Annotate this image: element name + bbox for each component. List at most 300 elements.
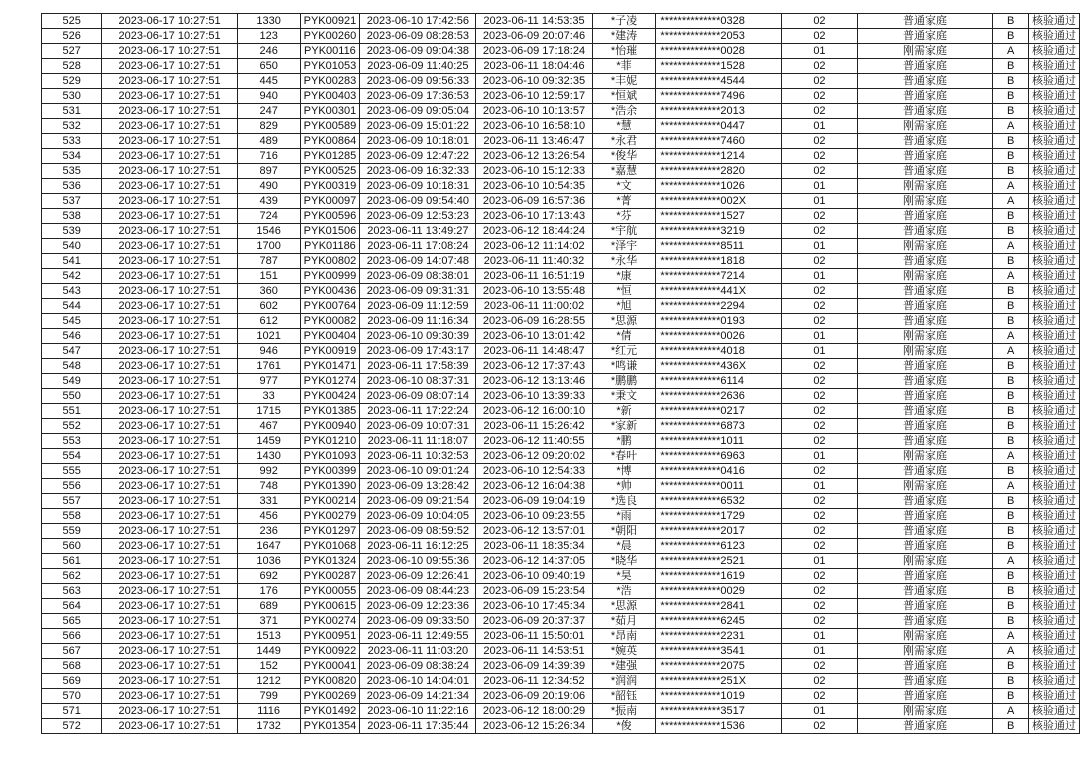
grade-cell: B <box>993 359 1029 374</box>
submit-time-cell: 2023-06-17 10:27:51 <box>102 344 237 359</box>
status-cell: 核验通过 <box>1029 689 1080 704</box>
submit-time-cell: 2023-06-17 10:27:51 <box>102 239 237 254</box>
start-time-cell: 2023-06-09 12:23:36 <box>360 599 476 614</box>
type-code-cell: 02 <box>782 164 857 179</box>
name-cell: *俊 <box>592 719 656 734</box>
start-time-cell: 2023-06-09 08:38:01 <box>360 269 476 284</box>
end-time-cell: 2023-06-09 16:57:36 <box>476 194 592 209</box>
submit-time-cell: 2023-06-17 10:27:51 <box>102 44 237 59</box>
status-cell: 核验通过 <box>1029 44 1080 59</box>
type-code-cell: 01 <box>782 629 857 644</box>
seq-cell: 547 <box>42 344 102 359</box>
status-cell: 核验通过 <box>1029 14 1080 29</box>
seq-cell: 534 <box>42 149 102 164</box>
seq-cell: 529 <box>42 74 102 89</box>
household-type-cell: 刚需家庭 <box>857 329 993 344</box>
grade-cell: B <box>993 59 1029 74</box>
name-cell: *恒 <box>592 284 656 299</box>
submit-time-cell: 2023-06-17 10:27:51 <box>102 374 237 389</box>
id-number-cell: **************0328 <box>656 14 782 29</box>
grade-cell: A <box>993 479 1029 494</box>
end-time-cell: 2023-06-11 14:53:51 <box>476 644 592 659</box>
name-cell: *泽宇 <box>592 239 656 254</box>
end-time-cell: 2023-06-10 17:45:34 <box>476 599 592 614</box>
code-cell: PYK00919 <box>300 344 360 359</box>
table-row <box>42 674 1080 689</box>
household-type-cell: 普通家庭 <box>857 599 993 614</box>
table-row <box>42 329 1080 344</box>
type-code-cell: 02 <box>782 59 857 74</box>
number-cell: 748 <box>237 479 300 494</box>
submit-time-cell: 2023-06-17 10:27:51 <box>102 134 237 149</box>
table-row <box>42 554 1080 569</box>
submit-time-cell: 2023-06-17 10:27:51 <box>102 149 237 164</box>
id-number-cell: **************1214 <box>656 149 782 164</box>
code-cell: PYK00615 <box>300 599 360 614</box>
status-cell: 核验通过 <box>1029 314 1080 329</box>
submit-time-cell: 2023-06-17 10:27:51 <box>102 269 237 284</box>
seq-cell: 568 <box>42 659 102 674</box>
end-time-cell: 2023-06-12 18:44:24 <box>476 224 592 239</box>
table-row <box>42 119 1080 134</box>
id-number-cell: **************0217 <box>656 404 782 419</box>
type-code-cell: 01 <box>782 269 857 284</box>
name-cell: *恒斌 <box>592 89 656 104</box>
number-cell: 489 <box>237 134 300 149</box>
end-time-cell: 2023-06-10 15:12:33 <box>476 164 592 179</box>
id-number-cell: **************6114 <box>656 374 782 389</box>
table-row <box>42 269 1080 284</box>
type-code-cell: 01 <box>782 194 857 209</box>
end-time-cell: 2023-06-10 13:01:42 <box>476 329 592 344</box>
grade-cell: A <box>993 629 1029 644</box>
number-cell: 176 <box>237 584 300 599</box>
submit-time-cell: 2023-06-17 10:27:51 <box>102 194 237 209</box>
status-cell: 核验通过 <box>1029 74 1080 89</box>
seq-cell: 558 <box>42 509 102 524</box>
start-time-cell: 2023-06-09 10:07:31 <box>360 419 476 434</box>
code-cell: PYK00041 <box>300 659 360 674</box>
type-code-cell: 01 <box>782 554 857 569</box>
end-time-cell: 2023-06-10 13:55:48 <box>476 284 592 299</box>
submit-time-cell: 2023-06-17 10:27:51 <box>102 509 237 524</box>
grade-cell: B <box>993 164 1029 179</box>
type-code-cell: 02 <box>782 224 857 239</box>
type-code-cell: 02 <box>782 284 857 299</box>
seq-cell: 540 <box>42 239 102 254</box>
table-row <box>42 464 1080 479</box>
number-cell: 1732 <box>237 719 300 734</box>
number-cell: 246 <box>237 44 300 59</box>
start-time-cell: 2023-06-09 16:32:33 <box>360 164 476 179</box>
id-number-cell: **************2053 <box>656 29 782 44</box>
seq-cell: 544 <box>42 299 102 314</box>
start-time-cell: 2023-06-09 08:44:23 <box>360 584 476 599</box>
household-type-cell: 普通家庭 <box>857 389 993 404</box>
type-code-cell: 01 <box>782 329 857 344</box>
status-cell: 核验通过 <box>1029 329 1080 344</box>
code-cell: PYK01068 <box>300 539 360 554</box>
name-cell: *宇航 <box>592 224 656 239</box>
seq-cell: 531 <box>42 104 102 119</box>
id-number-cell: **************7214 <box>656 269 782 284</box>
code-cell: PYK01053 <box>300 59 360 74</box>
seq-cell: 564 <box>42 599 102 614</box>
id-number-cell: **************436X <box>656 359 782 374</box>
id-number-cell: **************2075 <box>656 659 782 674</box>
household-type-cell: 普通家庭 <box>857 59 993 74</box>
start-time-cell: 2023-06-10 11:22:16 <box>360 704 476 719</box>
type-code-cell: 01 <box>782 44 857 59</box>
status-cell: 核验通过 <box>1029 404 1080 419</box>
name-cell: *新 <box>592 404 656 419</box>
start-time-cell: 2023-06-09 08:38:24 <box>360 659 476 674</box>
type-code-cell: 02 <box>782 29 857 44</box>
household-type-cell: 普通家庭 <box>857 89 993 104</box>
number-cell: 1761 <box>237 359 300 374</box>
status-cell: 核验通过 <box>1029 659 1080 674</box>
seq-cell: 538 <box>42 209 102 224</box>
name-cell: *红元 <box>592 344 656 359</box>
seq-cell: 545 <box>42 314 102 329</box>
start-time-cell: 2023-06-09 15:01:22 <box>360 119 476 134</box>
household-type-cell: 普通家庭 <box>857 374 993 389</box>
household-type-cell: 普通家庭 <box>857 149 993 164</box>
id-number-cell: **************4018 <box>656 344 782 359</box>
grade-cell: B <box>993 599 1029 614</box>
start-time-cell: 2023-06-11 13:49:27 <box>360 224 476 239</box>
seq-cell: 549 <box>42 374 102 389</box>
seq-cell: 555 <box>42 464 102 479</box>
submit-time-cell: 2023-06-17 10:27:51 <box>102 464 237 479</box>
code-cell: PYK00864 <box>300 134 360 149</box>
number-cell: 371 <box>237 614 300 629</box>
end-time-cell: 2023-06-10 09:40:19 <box>476 569 592 584</box>
household-type-cell: 刚需家庭 <box>857 194 993 209</box>
code-cell: PYK01390 <box>300 479 360 494</box>
name-cell: *雨 <box>592 509 656 524</box>
type-code-cell: 01 <box>782 344 857 359</box>
table-row <box>42 284 1080 299</box>
code-cell: PYK01186 <box>300 239 360 254</box>
seq-cell: 551 <box>42 404 102 419</box>
seq-cell: 525 <box>42 14 102 29</box>
start-time-cell: 2023-06-10 09:30:39 <box>360 329 476 344</box>
name-cell: *旭 <box>592 299 656 314</box>
start-time-cell: 2023-06-09 12:26:41 <box>360 569 476 584</box>
name-cell: *慧 <box>592 119 656 134</box>
start-time-cell: 2023-06-09 12:47:22 <box>360 149 476 164</box>
end-time-cell: 2023-06-10 13:39:33 <box>476 389 592 404</box>
status-cell: 核验通过 <box>1029 554 1080 569</box>
household-type-cell: 普通家庭 <box>857 134 993 149</box>
id-number-cell: **************3219 <box>656 224 782 239</box>
seq-cell: 561 <box>42 554 102 569</box>
submit-time-cell: 2023-06-17 10:27:51 <box>102 14 237 29</box>
start-time-cell: 2023-06-09 10:18:31 <box>360 179 476 194</box>
status-cell: 核验通过 <box>1029 179 1080 194</box>
table-row <box>42 494 1080 509</box>
submit-time-cell: 2023-06-17 10:27:51 <box>102 329 237 344</box>
number-cell: 490 <box>237 179 300 194</box>
end-time-cell: 2023-06-12 11:40:55 <box>476 434 592 449</box>
end-time-cell: 2023-06-10 09:23:55 <box>476 509 592 524</box>
status-cell: 核验通过 <box>1029 704 1080 719</box>
table-row <box>42 659 1080 674</box>
table-row <box>42 59 1080 74</box>
number-cell: 692 <box>237 569 300 584</box>
code-cell: PYK01274 <box>300 374 360 389</box>
id-number-cell: **************1026 <box>656 179 782 194</box>
type-code-cell: 02 <box>782 149 857 164</box>
table-row <box>42 509 1080 524</box>
household-type-cell: 普通家庭 <box>857 164 993 179</box>
grade-cell: A <box>993 344 1029 359</box>
number-cell: 123 <box>237 29 300 44</box>
type-code-cell: 02 <box>782 389 857 404</box>
end-time-cell: 2023-06-12 18:00:29 <box>476 704 592 719</box>
number-cell: 799 <box>237 689 300 704</box>
grade-cell: A <box>993 239 1029 254</box>
seq-cell: 569 <box>42 674 102 689</box>
id-number-cell: **************2231 <box>656 629 782 644</box>
code-cell: PYK00764 <box>300 299 360 314</box>
status-cell: 核验通过 <box>1029 134 1080 149</box>
code-cell: PYK00940 <box>300 419 360 434</box>
seq-cell: 526 <box>42 29 102 44</box>
number-cell: 1330 <box>237 14 300 29</box>
id-number-cell: **************2013 <box>656 104 782 119</box>
code-cell: PYK00287 <box>300 569 360 584</box>
name-cell: *嘉慧 <box>592 164 656 179</box>
status-cell: 核验通过 <box>1029 674 1080 689</box>
type-code-cell: 02 <box>782 674 857 689</box>
number-cell: 151 <box>237 269 300 284</box>
grade-cell: B <box>993 509 1029 524</box>
start-time-cell: 2023-06-09 13:28:42 <box>360 479 476 494</box>
status-cell: 核验通过 <box>1029 344 1080 359</box>
name-cell: *昂南 <box>592 629 656 644</box>
grade-cell: B <box>993 74 1029 89</box>
household-type-cell: 普通家庭 <box>857 539 993 554</box>
number-cell: 1449 <box>237 644 300 659</box>
submit-time-cell: 2023-06-17 10:27:51 <box>102 254 237 269</box>
id-number-cell: **************251X <box>656 674 782 689</box>
end-time-cell: 2023-06-09 20:07:46 <box>476 29 592 44</box>
name-cell: *韶钰 <box>592 689 656 704</box>
seq-cell: 567 <box>42 644 102 659</box>
code-cell: PYK00999 <box>300 269 360 284</box>
name-cell: *建强 <box>592 659 656 674</box>
code-cell: PYK00922 <box>300 644 360 659</box>
name-cell: *菁 <box>592 194 656 209</box>
household-type-cell: 普通家庭 <box>857 299 993 314</box>
name-cell: *浩 <box>592 584 656 599</box>
table-row <box>42 29 1080 44</box>
name-cell: *丰妮 <box>592 74 656 89</box>
id-number-cell: **************0026 <box>656 329 782 344</box>
code-cell: PYK01210 <box>300 434 360 449</box>
end-time-cell: 2023-06-12 13:13:46 <box>476 374 592 389</box>
number-cell: 1700 <box>237 239 300 254</box>
number-cell: 1513 <box>237 629 300 644</box>
seq-cell: 536 <box>42 179 102 194</box>
start-time-cell: 2023-06-11 10:32:53 <box>360 449 476 464</box>
start-time-cell: 2023-06-09 09:54:40 <box>360 194 476 209</box>
status-cell: 核验通过 <box>1029 299 1080 314</box>
grade-cell: B <box>993 524 1029 539</box>
start-time-cell: 2023-06-09 17:43:17 <box>360 344 476 359</box>
table-row <box>42 404 1080 419</box>
seq-cell: 556 <box>42 479 102 494</box>
seq-cell: 557 <box>42 494 102 509</box>
code-cell: PYK00279 <box>300 509 360 524</box>
code-cell: PYK00274 <box>300 614 360 629</box>
start-time-cell: 2023-06-09 08:28:53 <box>360 29 476 44</box>
type-code-cell: 02 <box>782 134 857 149</box>
name-cell: *康 <box>592 269 656 284</box>
table-row <box>42 584 1080 599</box>
seq-cell: 565 <box>42 614 102 629</box>
table-row <box>42 389 1080 404</box>
code-cell: PYK00589 <box>300 119 360 134</box>
status-cell: 核验通过 <box>1029 599 1080 614</box>
name-cell: *文 <box>592 179 656 194</box>
name-cell: *思源 <box>592 599 656 614</box>
submit-time-cell: 2023-06-17 10:27:51 <box>102 629 237 644</box>
status-cell: 核验通过 <box>1029 359 1080 374</box>
id-number-cell: **************6123 <box>656 539 782 554</box>
status-cell: 核验通过 <box>1029 209 1080 224</box>
number-cell: 439 <box>237 194 300 209</box>
code-cell: PYK00820 <box>300 674 360 689</box>
submit-time-cell: 2023-06-17 10:27:51 <box>102 554 237 569</box>
grade-cell: A <box>993 269 1029 284</box>
start-time-cell: 2023-06-11 11:03:20 <box>360 644 476 659</box>
submit-time-cell: 2023-06-17 10:27:51 <box>102 104 237 119</box>
number-cell: 467 <box>237 419 300 434</box>
grade-cell: A <box>993 329 1029 344</box>
status-cell: 核验通过 <box>1029 464 1080 479</box>
id-number-cell: **************0011 <box>656 479 782 494</box>
name-cell: *鹏鹏 <box>592 374 656 389</box>
submit-time-cell: 2023-06-17 10:27:51 <box>102 539 237 554</box>
status-cell: 核验通过 <box>1029 389 1080 404</box>
submit-time-cell: 2023-06-17 10:27:51 <box>102 659 237 674</box>
status-cell: 核验通过 <box>1029 89 1080 104</box>
id-number-cell: **************7460 <box>656 134 782 149</box>
status-cell: 核验通过 <box>1029 284 1080 299</box>
name-cell: *朝阳 <box>592 524 656 539</box>
submit-time-cell: 2023-06-17 10:27:51 <box>102 179 237 194</box>
start-time-cell: 2023-06-10 17:42:56 <box>360 14 476 29</box>
status-cell: 核验通过 <box>1029 119 1080 134</box>
status-cell: 核验通过 <box>1029 614 1080 629</box>
status-cell: 核验通过 <box>1029 254 1080 269</box>
id-number-cell: **************2636 <box>656 389 782 404</box>
start-time-cell: 2023-06-11 17:58:39 <box>360 359 476 374</box>
table-row <box>42 224 1080 239</box>
name-cell: *浩余 <box>592 104 656 119</box>
household-type-cell: 普通家庭 <box>857 509 993 524</box>
grade-cell: A <box>993 119 1029 134</box>
seq-cell: 562 <box>42 569 102 584</box>
code-cell: PYK00399 <box>300 464 360 479</box>
number-cell: 152 <box>237 659 300 674</box>
code-cell: PYK00596 <box>300 209 360 224</box>
end-time-cell: 2023-06-11 11:40:32 <box>476 254 592 269</box>
grade-cell: B <box>993 659 1029 674</box>
type-code-cell: 02 <box>782 539 857 554</box>
seq-cell: 572 <box>42 719 102 734</box>
status-cell: 核验通过 <box>1029 449 1080 464</box>
household-type-cell: 刚需家庭 <box>857 644 993 659</box>
household-type-cell: 刚需家庭 <box>857 704 993 719</box>
household-type-cell: 普通家庭 <box>857 464 993 479</box>
grade-cell: B <box>993 224 1029 239</box>
id-number-cell: **************2820 <box>656 164 782 179</box>
table-row <box>42 44 1080 59</box>
seq-cell: 542 <box>42 269 102 284</box>
household-type-cell: 普通家庭 <box>857 659 993 674</box>
table-row <box>42 74 1080 89</box>
start-time-cell: 2023-06-11 16:12:25 <box>360 539 476 554</box>
table-row <box>42 599 1080 614</box>
number-cell: 689 <box>237 599 300 614</box>
status-cell: 核验通过 <box>1029 629 1080 644</box>
type-code-cell: 02 <box>782 509 857 524</box>
name-cell: *茹月 <box>592 614 656 629</box>
grade-cell: A <box>993 44 1029 59</box>
start-time-cell: 2023-06-09 11:12:59 <box>360 299 476 314</box>
name-cell: *昊 <box>592 569 656 584</box>
submit-time-cell: 2023-06-17 10:27:51 <box>102 434 237 449</box>
number-cell: 1430 <box>237 449 300 464</box>
submit-time-cell: 2023-06-17 10:27:51 <box>102 224 237 239</box>
end-time-cell: 2023-06-10 17:13:43 <box>476 209 592 224</box>
seq-cell: 546 <box>42 329 102 344</box>
code-cell: PYK00301 <box>300 104 360 119</box>
start-time-cell: 2023-06-09 17:36:53 <box>360 89 476 104</box>
id-number-cell: **************0447 <box>656 119 782 134</box>
table-row <box>42 644 1080 659</box>
end-time-cell: 2023-06-11 15:26:42 <box>476 419 592 434</box>
table-row <box>42 104 1080 119</box>
grade-cell: B <box>993 104 1029 119</box>
id-number-cell: **************6245 <box>656 614 782 629</box>
submit-time-cell: 2023-06-17 10:27:51 <box>102 314 237 329</box>
end-time-cell: 2023-06-11 18:04:46 <box>476 59 592 74</box>
grade-cell: B <box>993 569 1029 584</box>
applicant-table <box>41 13 1080 734</box>
code-cell: PYK01297 <box>300 524 360 539</box>
end-time-cell: 2023-06-11 14:48:47 <box>476 344 592 359</box>
type-code-cell: 02 <box>782 404 857 419</box>
household-type-cell: 刚需家庭 <box>857 629 993 644</box>
code-cell: PYK00921 <box>300 14 360 29</box>
start-time-cell: 2023-06-11 12:49:55 <box>360 629 476 644</box>
code-cell: PYK00214 <box>300 494 360 509</box>
status-cell: 核验通过 <box>1029 524 1080 539</box>
seq-cell: 541 <box>42 254 102 269</box>
name-cell: *帅 <box>592 479 656 494</box>
status-cell: 核验通过 <box>1029 644 1080 659</box>
end-time-cell: 2023-06-10 16:58:10 <box>476 119 592 134</box>
household-type-cell: 普通家庭 <box>857 584 993 599</box>
number-cell: 1459 <box>237 434 300 449</box>
seq-cell: 535 <box>42 164 102 179</box>
number-cell: 992 <box>237 464 300 479</box>
